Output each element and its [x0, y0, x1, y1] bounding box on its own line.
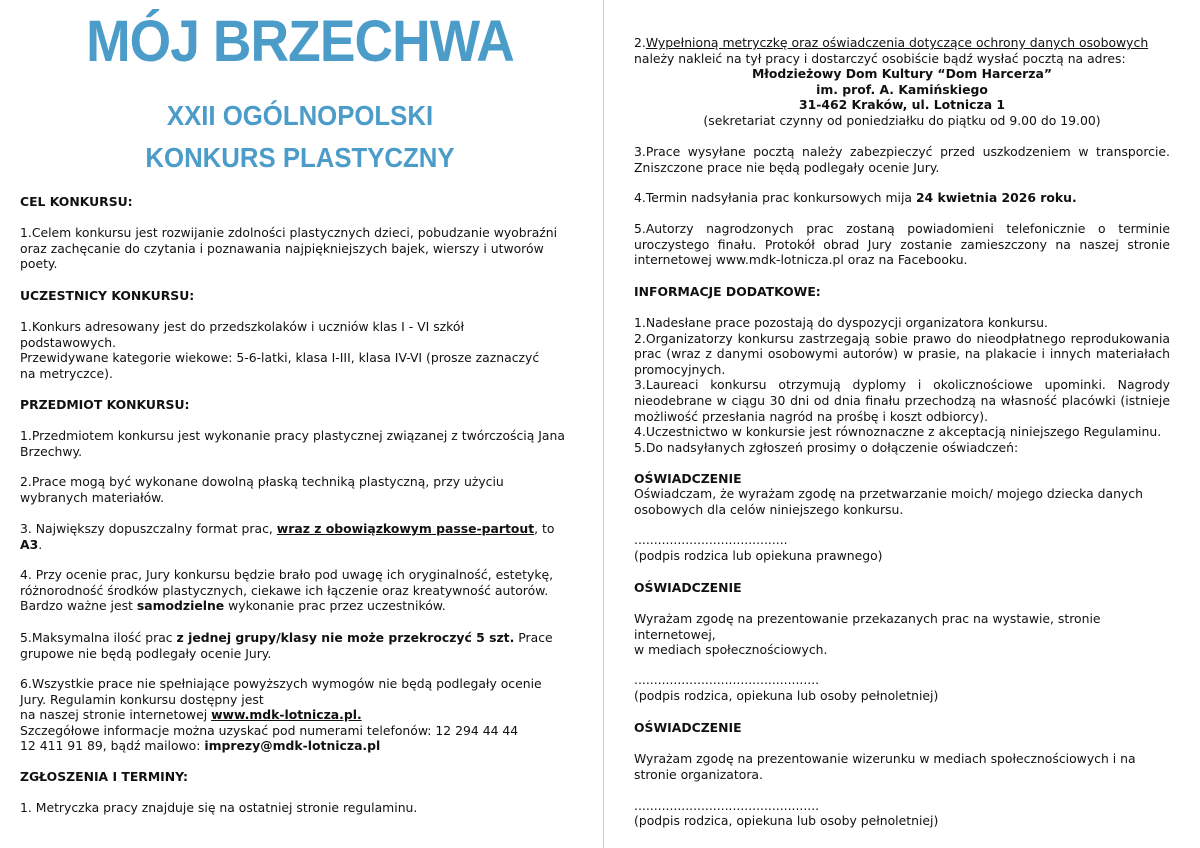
heading-oswiadczenie-3: OŚWIADCZENIE: [634, 720, 742, 735]
address-line-2: im. prof. A. Kamińskiego: [816, 81, 988, 97]
signature-label-3: (podpis rodzica, opiekuna lub osoby pełnoletniej): [634, 813, 939, 828]
heading-cel: CEL KONKURSU:: [20, 194, 133, 209]
heading-przedmiot: PRZEDMIOT KONKURSU:: [20, 397, 190, 412]
oswiadczenie-2-text: Wyrażam zgodę na prezentowanie przekazanych prac na wystawie, stronie internetowej, w mediach społecznościowych.: [634, 611, 1101, 658]
przedmiot-text-5: 5.Maksymalna ilość prac z jednej grupy/klasy nie może przekroczyć 5 szt. Prace grupowe nie będą podlegały ocenie Jury.: [20, 630, 553, 661]
zgloszenia-text-4: 4.Termin nadsyłania prac konkursowych mija 24 kwietnia 2026 roku.: [634, 190, 1077, 205]
samodzielne-emphasis: samodzielne: [136, 598, 225, 614]
uczestnicy-text-2: Przewidywane kategorie wiekowe: 5-6-latki, klasa I-III, klasa IV-VI (prosze zaznaczyć na metryczce).: [20, 350, 540, 381]
passe-partout-emphasis: wraz z obowiązkowym passe-partout: [276, 521, 535, 536]
list-item: 1.Nadesłane prace pozostają do dyspozycji organizatora konkursu.: [634, 315, 1048, 330]
zgloszenia-text-3: 3.Prace wysyłane pocztą należy zabezpieczyć przed uszkodzeniem w transporcie. Zniszczone prace nie będą podlegały ocenie Jury.: [634, 144, 1170, 175]
email-link[interactable]: imprezy@mdk-lotnicza.pl: [204, 738, 381, 754]
signature-line-1: .......................................: [634, 532, 788, 547]
max-prace-emphasis: z jednej grupy/klasy nie może przekroczyć 5 szt.: [176, 630, 515, 645]
subtitle-line-1: XXII OGÓLNOPOLSKI: [166, 100, 434, 131]
subtitle-line-2: KONKURS PLASTYCZNY: [145, 142, 455, 173]
przedmiot-text-3: 3. Największy dopuszczalny format prac, wraz z obowiązkowym passe-partout, to A3.: [20, 521, 555, 552]
zgloszenia-text-2: 2.Wypełnioną metryczkę oraz oświadczenia dotyczące ochrony danych osobowych należy nakleić na tył pracy i dostarczyć osobiście bądź wysłać pocztą na adres: Młodzieżowy Dom Kultury “Dom Harcerza” im. prof. A. Kamińskiego 31-462 Kraków, ul. Lotnicza 1 (sekretariat czynny od poniedziałku do piątku od 9.00 do 19.00): [634, 35, 1170, 129]
address-line-3: 31-462 Kraków, ul. Lotnicza 1: [798, 97, 1006, 113]
website-link[interactable]: www.mdk-lotnicza.pl.: [211, 707, 362, 723]
list-item: 4.Uczestnictwo w konkursie jest równoznaczne z akceptacją niniejszego Regulaminu.: [634, 424, 1162, 440]
list-item: 2.Organizatorzy konkursu zastrzegają sobie prawo do nieodpłatnego reprodukowania prac (wraz z danymi osobowymi autorów) w prasie, na plakacie i innych materiałach promocyjnych.: [634, 330, 1170, 377]
heading-informacje: INFORMACJE DODATKOWE:: [634, 284, 821, 299]
oswiadczenie-3-text: Wyrażam zgodę na prezentowanie wizerunku w mediach społecznościowych i na stronie organizatora.: [634, 751, 1136, 782]
column-divider: [603, 0, 604, 848]
heading-oswiadczenie-1: OŚWIADCZENIE: [634, 471, 742, 486]
heading-zgloszenia: ZGŁOSZENIA I TERMINY:: [20, 769, 188, 784]
address-line-1: Młodzieżowy Dom Kultury “Dom Harcerza”: [751, 66, 1053, 82]
informacje-list: [634, 315, 1170, 455]
address-line-4: (sekretariat czynny od poniedziałku do piątku od 9.00 do 19.00): [703, 112, 1101, 128]
uczestnicy-text-1: 1.Konkurs adresowany jest do przedszkolaków i uczniów klas I - VI szkół podstawowych.: [20, 319, 465, 350]
list-item: 3.Laureaci konkursu otrzymują dyplomy i okolicznościowe upominki. Nagrody nieodebrane w ciągu 30 dni od dnia finału przechodzą na własność placówki (istnieje możliwość przesłania nagród na prośbę i koszt odbiorcy).: [634, 377, 1170, 424]
oswiadczenie-1-text: Oświadczam, że wyrażam zgodę na przetwarzanie moich/ mojego dziecka danych osobowych dla celów niniejszego konkursu.: [634, 486, 1143, 517]
page-title: MÓJ BRZECHWA: [86, 9, 514, 74]
signature-label-2: (podpis rodzica, opiekuna lub osoby pełnoletniej): [634, 688, 939, 703]
przedmiot-text-4: 4. Przy ocenie prac, Jury konkursu będzie brało pod uwagę ich oryginalność, estetykę, różnorodność środków plastycznych, ciekawe ich łączenie oraz kreatywność autorów. Bardzo ważne jest samodzielne wykonanie prac przez uczestników.: [20, 567, 554, 614]
przedmiot-text-1: 1.Przedmiotem konkursu jest wykonanie pracy plastycznej związanej z twórczością Jana Brzechwy.: [20, 428, 565, 459]
deadline-date: 24 kwietnia 2026 roku.: [915, 190, 1077, 205]
przedmiot-text-6: 6.Wszystkie prace nie spełniające powyższych wymogów nie będą podlegały ocenie Jury. Regulamin konkursu dostępny jest na naszej stronie internetowej www.mdk-lotnicza.pl. Szczegółowe informacje można uzyskać pod numerami telefonów: 12 294 44 44 12 411 91 89, bądź mailowo: imprezy@mdk-lotnicza.pl: [20, 676, 542, 754]
list-item: 5.Do nadsyłanych zgłoszeń prosimy o dołączenie oświadczeń:: [634, 439, 1019, 455]
format-a3: A3: [20, 536, 39, 552]
heading-oswiadczenie-2: OŚWIADCZENIE: [634, 580, 742, 595]
cel-text: 1.Celem konkursu jest rozwijanie zdolności plastycznych dzieci, pobudzanie wyobraźni oraz zachęcanie do czytania i poznawania najpiękniejszych bajek, wierszy i utworów poety.: [20, 225, 558, 272]
signature-line-2: ...............................................: [634, 672, 820, 687]
signature-line-3: ...............................................: [634, 798, 820, 813]
przedmiot-text-2: 2.Prace mogą być wykonane dowolną płaską techniką plastyczną, przy użyciu wybranych materiałów.: [20, 474, 504, 505]
heading-uczestnicy: UCZESTNICY KONKURSU:: [20, 288, 195, 303]
signature-label-1: (podpis rodzica lub opiekuna prawnego): [634, 548, 883, 563]
zgloszenia-text-1: 1. Metryczka pracy znajduje się na ostatniej stronie regulaminu.: [20, 800, 418, 815]
zgloszenia-text-5: 5.Autorzy nagrodzonych prac zostaną powiadomieni telefonicznie o terminie uroczystego finału. Protokół obrad Jury zostanie zamieszczony na naszej stronie internetowej www.mdk-lotnicza.pl oraz na Facebooku.: [634, 221, 1170, 268]
